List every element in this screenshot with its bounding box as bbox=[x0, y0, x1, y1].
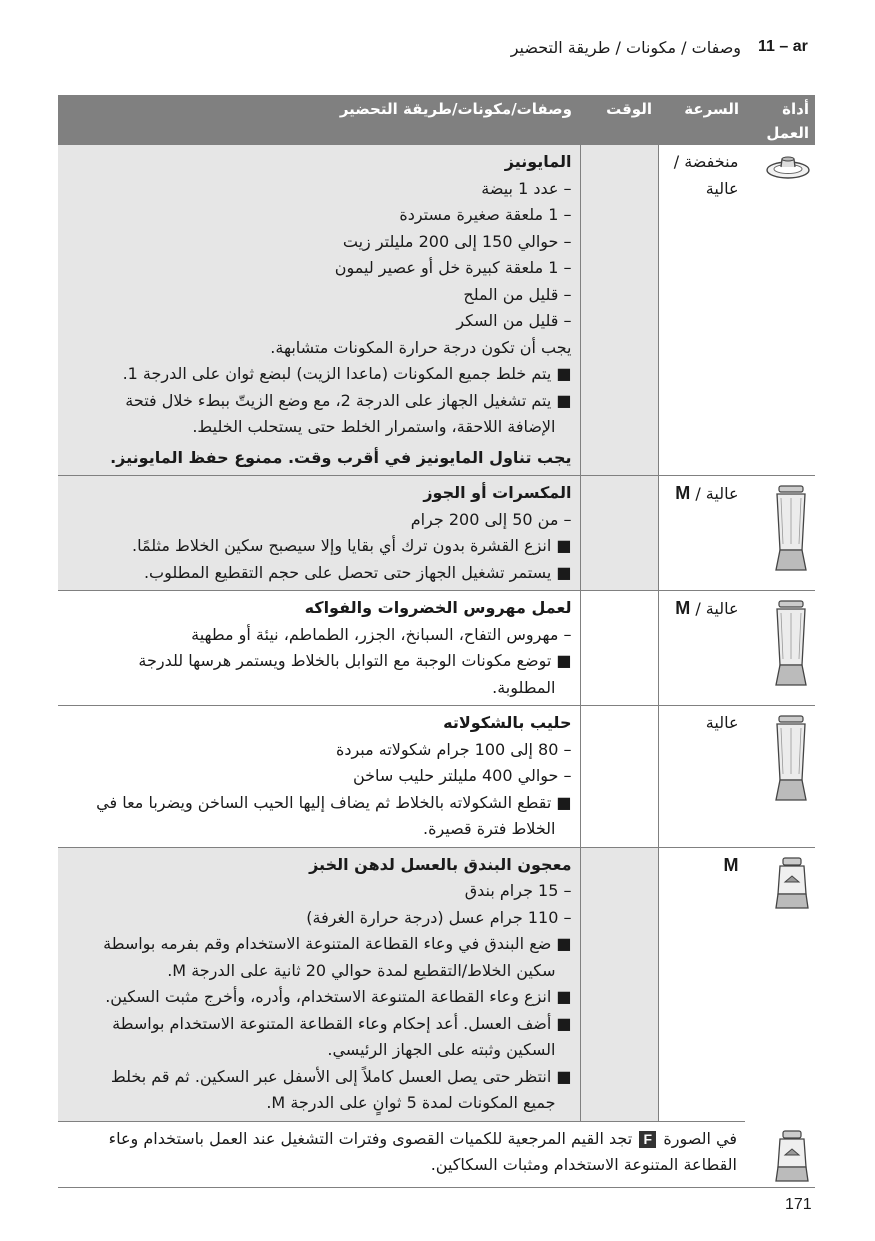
recipe-line: ■ انزع القشرة بدون ترك أي بقايا وإلا سيصبح سكين الخلاط مثلمًا. bbox=[132, 536, 572, 555]
speed-cell: منخفضة / عالية bbox=[658, 145, 745, 476]
recipe-line: – من 50 إلى 200 جرام bbox=[410, 509, 572, 529]
blender-jug-icon bbox=[771, 714, 811, 804]
recipe-table bbox=[58, 95, 815, 1188]
time-cell bbox=[580, 847, 658, 1121]
recipe-line: – مهروس التفاح، السبانخ، الجزر، الطماطم، نيئة أو مطهية bbox=[191, 624, 572, 644]
recipe-cell bbox=[58, 145, 580, 476]
recipe-line: ■ انزع وعاء القطاعة المتنوعة الاستخدام، وأدره، وأخرج مثبت السكين. bbox=[105, 987, 572, 1006]
recipe-warning: يجب تناول المايونيز في أقرب وقت. ممنوع حفظ المايونيز. bbox=[110, 447, 572, 467]
time-cell bbox=[580, 476, 658, 591]
speed-cell bbox=[658, 591, 745, 706]
recipe-title: المكسرات أو الجوز bbox=[423, 483, 572, 502]
page-number: 171 bbox=[785, 1196, 812, 1213]
recipe-line: – قليل من الملح bbox=[463, 284, 572, 304]
time-cell bbox=[580, 706, 658, 848]
recipe-line: – قليل من السكر bbox=[456, 311, 572, 330]
recipe-line: – عدد 1 بيضة bbox=[481, 178, 572, 198]
speed-label: عالية / bbox=[695, 599, 739, 618]
table-header-row bbox=[58, 95, 815, 145]
recipe-title: المايونيز bbox=[504, 152, 572, 171]
col-speed-header: السرعة bbox=[658, 95, 745, 145]
page-header bbox=[0, 38, 875, 64]
speed-cell bbox=[658, 847, 745, 1121]
multipurpose-container-icon bbox=[773, 856, 811, 910]
speed-cell bbox=[658, 476, 745, 591]
table-row bbox=[58, 847, 815, 1121]
note-text bbox=[58, 1121, 745, 1188]
tool-cell bbox=[745, 1121, 815, 1188]
table-row bbox=[58, 145, 815, 476]
recipe-line: ■ توضع مكونات الوجبة مع التوابل بالخلاط ويستمر هرسها للدرجة bbox=[138, 651, 572, 670]
recipe-cell bbox=[58, 476, 580, 591]
recipe-line: – 1 ملعقة كبيرة خل أو عصير ليمون bbox=[334, 258, 572, 277]
table-row bbox=[58, 706, 815, 848]
tool-cell bbox=[745, 591, 815, 706]
header-title: وصفات / مكونات / طريقة التحضير bbox=[510, 38, 741, 57]
recipe-line: – 110 جرام عسل (درجة حرارة الغرفة) bbox=[306, 907, 572, 927]
multipurpose-container-icon bbox=[773, 1129, 811, 1183]
recipe-line: – 80 إلى 100 جرام شكولاته مبردة bbox=[335, 739, 572, 759]
recipe-line: جميع المكونات لمدة 5 ثوانٍ على الدرجة M. bbox=[266, 1093, 556, 1112]
speed-label: عالية / bbox=[695, 484, 739, 503]
speed-mode: M bbox=[723, 854, 739, 875]
table-row bbox=[58, 591, 815, 706]
recipe-line: المطلوبة. bbox=[492, 677, 556, 697]
tool-cell bbox=[745, 706, 815, 848]
recipe-line: يجب أن تكون درجة حرارة المكونات متشابهة. bbox=[270, 337, 572, 357]
tool-cell bbox=[745, 145, 815, 476]
speed-mode: M bbox=[675, 483, 691, 503]
recipe-line: ■ تقطع الشكولاته بالخلاط ثم يضاف إليها الحيب الساخن ويضربا معا في bbox=[96, 792, 572, 812]
tool-cell bbox=[745, 847, 815, 1121]
speed-cell: عالية bbox=[658, 706, 745, 848]
col-recipe-header: وصفات/مكونات/طريقة التحضير bbox=[58, 95, 580, 145]
recipe-line: الخلاط فترة قصيرة. bbox=[423, 819, 556, 838]
recipe-title: حليب بالشكولاته bbox=[443, 713, 572, 732]
recipe-title: لعمل مهروس الخضروات والفواكه bbox=[304, 598, 572, 617]
recipe-line: ■ ضع البندق في وعاء القطاعة المتنوعة الاستخدام وقم بفرمه بواسطة bbox=[103, 934, 572, 953]
recipe-line: ■ يتم تشغيل الجهاز على الدرجة 2، مع وضع الزيتّ ببطء خلال فتحة bbox=[125, 390, 572, 410]
col-tool-header: أداة العمل bbox=[745, 95, 815, 145]
speed-mode: M bbox=[675, 598, 691, 618]
figure-f-badge: F bbox=[639, 1131, 656, 1148]
recipe-line: سكين الخلاط/التقطيع لمدة حوالي 20 ثانية على الدرجة M. bbox=[167, 960, 556, 980]
table-row bbox=[58, 476, 815, 591]
recipe-line: – 15 جرام بندق bbox=[464, 881, 572, 900]
recipe-cell bbox=[58, 591, 580, 706]
recipe-line: – 1 ملعقة صغيرة مستردة bbox=[399, 205, 572, 224]
recipe-cell bbox=[58, 847, 580, 1121]
recipe-cell bbox=[58, 706, 580, 848]
tool-cell bbox=[745, 476, 815, 591]
recipe-line: ■ يتم خلط جميع المكونات (ماعدا الزيت) لبضع ثوان على الدرجة 1. bbox=[122, 364, 572, 383]
blender-jug-icon bbox=[771, 599, 811, 689]
food-processor-disc-icon bbox=[765, 153, 811, 183]
note-row bbox=[58, 1121, 815, 1188]
recipe-line: الإضافة اللاحقة، واستمرار الخلط حتى يستحلب الخليط. bbox=[192, 417, 556, 436]
blender-jug-icon bbox=[771, 484, 811, 574]
recipe-title: معجون البندق بالعسل لدهن الخبز bbox=[309, 854, 572, 874]
page-label: 11 – ar bbox=[758, 38, 808, 55]
time-cell bbox=[580, 145, 658, 476]
time-cell bbox=[580, 591, 658, 706]
recipe-line: – حوالي 150 إلى 200 مليلتر زيت bbox=[342, 231, 572, 251]
recipe-line: – حوالي 400 مليلتر حليب ساخن bbox=[352, 766, 572, 785]
recipe-line: ■ أضف العسل. أعد إحكام وعاء القطاعة المتنوعة الاستخدام بواسطة bbox=[112, 1013, 572, 1033]
col-time-header: الوقت bbox=[580, 95, 658, 145]
recipe-line: ■ انتظر حتى يصل العسل كاملاً إلى الأسفل عبر السكين. ثم قم بخلط bbox=[110, 1066, 572, 1086]
recipe-line: ■ يستمر تشغيل الجهاز حتى تحصل على حجم التقطيع المطلوب. bbox=[143, 562, 572, 582]
note-before: في الصورة bbox=[663, 1128, 737, 1148]
note-after: تجد القيم المرجعية للكميات القصوى وفترات التشغيل عند العمل باستخدام وعاء القطاعة المتنوعة الاستخدام ومثبات السكاكين. bbox=[108, 1128, 737, 1174]
recipe-line: السكين وثبته على الجهاز الرئيسي. bbox=[327, 1040, 556, 1059]
